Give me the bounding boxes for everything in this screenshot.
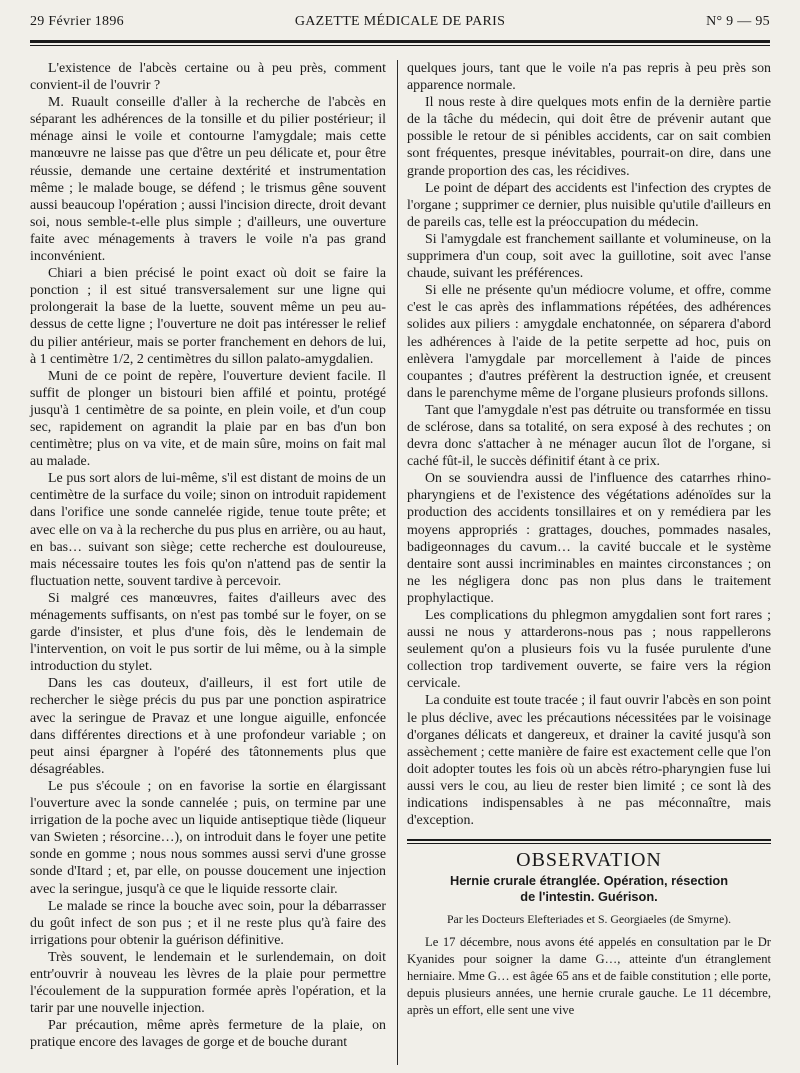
paragraph: Le point de départ des accidents est l'infection des cryptes de l'organe ; supprimer ce dernier, plus nuisible qu'utile d'ailleurs en de pareils cas, telle est la préoccupation du médecin. <box>407 180 771 230</box>
header-page-number: N° 9 — 95 <box>706 14 770 29</box>
paragraph: L'existence de l'abcès certaine ou à peu près, comment convient-il de l'ouvrir ? <box>30 61 386 94</box>
paragraph: Par précaution, même après fermeture de la plaie, on pratique encore des lavages de gorge et de bouche durant <box>30 1018 386 1051</box>
observation-authors: Par les Docteurs Elefteriades et S. Georgiaeles (de Smyrne). <box>446 912 732 927</box>
header-rule-thin <box>30 45 770 46</box>
section-rule-thin <box>407 843 771 844</box>
paragraph: Il nous reste à dire quelques mots enfin de la dernière partie de la tâche du médecin, qui doit être de prévenir autant que possible le retour de si pénibles accidents, car on sait combien sont fréquentes, presque inévitables, pourrait-on dire, dans une grande proportion des cas, les récidives. <box>407 95 771 179</box>
paragraph: Si malgré ces manœuvres, faites d'ailleurs avec des ménagements suffisants, on n'est pas tombé sur le foyer, on se garde d'insister, et plus d'une fois, dès le lendemain de l'intervention, on voit le pus sortir de lui même, ou à la simple introduction du stylet. <box>30 590 386 675</box>
paragraph: M. Ruault conseille d'aller à la recherche de l'abcès en séparant les adhérences de la tonsille et du pilier postérieur; il ménage ainsi le voile et contourne l'amygdale; mais cette manœuvre ne laisse pas que d'être un peu délicate et, pour être réussie, demande une certaine dextérité et instrumentation même ; le malade bouge, se défend ; le trismus gêne souvent aussi beaucoup l'opération ; aussi l'incision directe, droit devant soi, nous semble-t-elle plus simple ; d'ailleurs, une ouverture faite avec ménagements à travers le voile n'a pas grand inconvénient. <box>30 95 386 265</box>
header-rule-thick <box>30 40 770 43</box>
paragraph: On se souviendra aussi de l'influence des catarrhes rhino-pharyngiens et de l'existence des végétations adénoïdes sur la production des accidents tonsillaires et on y remédiera par les moyens appropriés : grattages, douches, pommades nasales, badigeonnages du cavum… la cavité buccale et le système dentaire sont aussi incriminables en maintes circonstances ; on ne les négligera donc pas non plus dans le traitement prophylactique. <box>407 471 771 606</box>
paragraph: Les complications du phlegmon amygdalien sont fort rares ; aussi ne nous y attarderons-nous pas ; nous rappellerons seulement qu'on a plusieurs fois vu la fusée purulente d'une collection trop tardivement ouverte, se faire vers la région cervicale. <box>407 608 771 692</box>
paragraph: Si elle ne présente qu'un médiocre volume, et offre, comme c'est le cas après des inflammations répétées, des adhérences solides aux piliers : amygdale enchatonnée, on séparera d'abord les adhérences à l'aide de la petite serpette ad hoc, puis on enlèvera l'amygdale par morcellement à l'aide de pinces coupantes ; d'autres préfèrent la destruction ignée, et creusent dans le parenchyme même de l'organe plusieurs profonds sillons. <box>407 283 771 401</box>
paragraph: Très souvent, le lendemain et le surlendemain, on doit entr'ouvrir à nouveau les lèvres de la plaie pour permettre l'écoulement de la suppuration formée après l'opération, et la tarir par une nouvelle injection. <box>30 949 386 1017</box>
paragraph: La conduite est toute tracée ; il faut ouvrir l'abcès en son point le plus déclive, avec les précautions nécessitées par le voisinage d'organes délicats et dangereux, et drainer la cavité jusqu'à son assèchement ; cette manière de faire est exactement celle que l'on doit adopter toutes les fois où un abcès rétro-pharyngien fuse lui aussi vers le cou, au lieu de rester bien limité ; ce sont là des indications indispensables à ne pas méconnaître, mais d'exception. <box>407 693 771 829</box>
paragraph: Le pus s'écoule ; on en favorise la sortie en élargissant l'ouverture avec la sonde cannelée ; puis, on termine par une irrigation de la poche avec un liquide antiseptique tiède (liqueur van Swieten ; résorcine…), on introduit dans le foyer une petite sonde en gomme ; nous nous sommes aussi servi d'une grosse sonde d'Itard ; et, par elle, on pousse doucement une injection avec la seringue, jusqu'à ce que le liquide ressorte clair. <box>30 778 386 897</box>
observation-heading: OBSERVATION <box>516 849 662 872</box>
paragraph: Dans les cas douteux, d'ailleurs, il est fort utile de rechercher le siège précis du pus par une ponction aspiratrice avec la seringue de Pravaz et une longue aiguille, enfoncée dans différentes directions et à une profondeur variable ; on peut ainsi épargner à l'opéré des tâtonnements plus que désagréables. <box>30 676 386 777</box>
observation-body: Le 17 décembre, nous avons été appelés en consultation par le Dr Kyanides pour soigner la dame G…, atteinte d'un étranglement herniaire. Mme G… est âgée 65 ans et de faible constitution ; elle porte, depuis plusieurs années, une hernie crurale gauche. Le 11 décembre, après un effort, elle sent une vive <box>407 935 771 1017</box>
observation-subtitle-line1: Hernie crurale étranglée. Opération, résection <box>449 873 729 889</box>
paragraph: quelques jours, tant que le voile n'a pas repris à peu près son apparence normale. <box>407 61 771 94</box>
paragraph: Chiari a bien précisé le point exact où doit se faire la ponction ; il est situé transversalement sur une ligne qui prolongerait la base de la luette, souvent même un peu au-dessus de cette ligne ; l'ouverture ne doit pas intéresser le relief du pilier antérieur, mais se porter franchement en dehors de lui, à 1 centimètre 1/2, 2 centimètres du sillon palato-amygdalien. <box>30 266 386 367</box>
observation-subtitle-line2: de l'intestin. Guérison. <box>520 889 658 905</box>
paragraph: Le pus sort alors de lui-même, s'il est distant de moins de un centimètre de la surface du voile; sinon on introduit rapidement dans l'orifice une sonde cannelée rigide, tenue toute prête; et avec elle on va à la recherche du pus plus en arrière, ou au haut, en bas… suivant son siège; cette recherche est douloureuse, mais nécessaire toutes les fois qu'on n'attend pas de sentir la fluctuation nette, souvent tardive à percevoir. <box>30 471 386 589</box>
section-rule-thick <box>407 839 771 841</box>
paragraph: Tant que l'amygdale n'est pas détruite ou transformée en tissu de sclérose, dans sa totalité, on sera exposé à des rechutes ; on devra donc s'attacher à ne ménager aucun îlot de l'organe, si caché fût-il, le succès définitif étant à ce prix. <box>407 402 771 470</box>
paragraph: Le malade se rince la bouche avec soin, pour la débarrasser du goût infect de son pus ; et il ne reste plus qu'à faire des irrigations pour obtenir la guérison définitive. <box>30 898 386 948</box>
paragraph: Muni de ce point de repère, l'ouverture devient facile. Il suffit de plonger un bistouri bien affilé et pointu, protégé jusqu'à 1 centimètre de sa pointe, en plein voile, et d'un coup sec, rapidement on agrandit la plaie par en bas d'un bon centimètre; plus on va vite, et de main sûre, moins on fait mal au malade. <box>30 368 386 470</box>
paragraph: Si l'amygdale est franchement saillante et volumineuse, on la supprimera d'un coup, soit avec la guillotine, soit avec l'anse chaude, suivant les préférences. <box>407 231 771 282</box>
left-column <box>30 60 386 1051</box>
header-title: GAZETTE MÉDICALE DE PARIS <box>294 14 506 29</box>
right-column <box>407 60 771 1018</box>
page-header <box>30 14 770 36</box>
header-date: 29 Février 1896 <box>30 14 124 29</box>
column-divider <box>397 60 398 1065</box>
